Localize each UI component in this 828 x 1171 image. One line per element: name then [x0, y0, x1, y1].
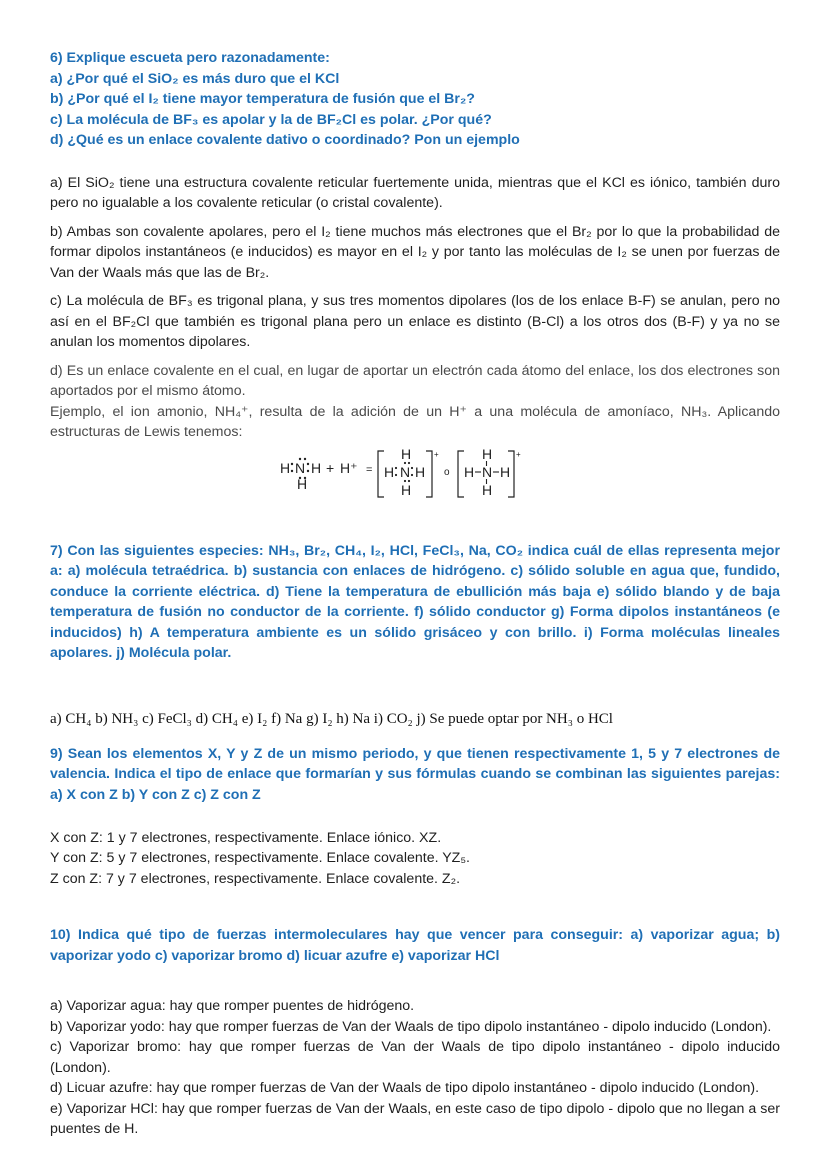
- lewis-nh4-lines-n: N: [482, 463, 493, 480]
- question-6-title: 6) Explique escueta pero razonadamente:: [50, 50, 330, 66]
- lewis-nh4-dots-h-right: H: [415, 463, 426, 480]
- lewis-nh4-dots-n: N: [400, 463, 411, 480]
- lewis-nh4-dots-h-bottom: H: [401, 481, 412, 498]
- lewis-nh4-dots-h-left: H: [384, 463, 395, 480]
- question-10: 10) Indica qué tipo de fuerzas intermoleculares hay que vencer para conseguir: a) vaporizar agua; b) vaporizar yodo c) vaporizar bromo d) licuar azufre e) vaporizar HCl: [50, 927, 780, 964]
- answer-10d: d) Licuar azufre: hay que romper fuerzas de Van der Waals de tipo dipolo instantáneo - dipolo inducido (London).: [50, 1080, 760, 1097]
- answer-7: a) CH₄ b) NH₃ c) FeCl₃ d) CH₄ e) I₂ f) Na g) I₂ h) Na i) CO₂ j) Se puede optar por NH₃ o HCl: [50, 710, 613, 727]
- answer-6a: a) El SiO₂ tiene una estructura covalente reticular fuertemente unida, mientras que el KCl es iónico, también duro pero no igualable a los covalente reticular (o cristal covalente).: [50, 174, 780, 211]
- lewis-structure-diagram: [278, 447, 548, 505]
- lewis-nh3-n: N: [295, 459, 306, 476]
- answer-9-yz: Y con Z: 5 y 7 electrones, respectivamente. Enlace covalente. YZ₅.: [50, 850, 470, 867]
- answer-10e: e) Vaporizar HCl: hay que romper fuerzas de Van der Waals, en este caso de tipo dipolo - dipolo que no llegan a ser puentes de H.: [50, 1100, 780, 1138]
- lewis-nh4-lines-h-top: H: [482, 446, 493, 462]
- lewis-h-ion: H⁺: [340, 459, 358, 476]
- answer-10a: a) Vaporizar agua: hay que romper puentes de hidrógeno.: [50, 998, 415, 1015]
- lewis-nh3-h-bottom: H: [297, 475, 308, 492]
- answer-6d: d) Es un enlace covalente en el cual, en lugar de aportar un electrón cada átomo del enlace, los dos electrones son aportados por el mismo átomo.: [50, 362, 780, 399]
- answer-10b: b) Vaporizar yodo: hay que romper fuerzas de Van der Waals de tipo dipolo instantáneo - dipolo inducido (London).: [50, 1018, 772, 1035]
- answer-6b: b) Ambas son covalente apolares, pero el I₂ tiene muchos más electrones que el Br₂ por lo que la probabilidad de formar dipolos instantáneos (e inducidos) es mayor en el I₂ y por tanto las moléculas de I₂ se unen por fuerzas de Van der Waals más que las de Br₂.: [50, 223, 780, 281]
- lewis-or: o: [444, 466, 450, 478]
- lewis-nh3-h-left: H: [280, 459, 291, 476]
- lewis-plus: +: [326, 459, 335, 476]
- question-7: 7) Con las siguientes especies: NH₃, Br₂, CH₄, I₂, HCl, FeCl₃, Na, CO₂ indica cuál de ellas representa mejor a: a) molécula tetraédrica. b) sustancia con enlaces de hidrógeno. c) sólido soluble en agua que, fundido, conduce la corriente eléctrica. d) Tiene la temperatura de ebullición más baja e) sólido blando y de baja temperatura de fusión no conductor de la corriente. f) sólido conductor g) Forma dipolos instantáneos (e inducidos) h) A temperatura ambiente es un sólido grisáceo y con brillo. i) Forma moléculas lineales apolares. j) Molécula polar.: [50, 542, 780, 662]
- question-9: 9) Sean los elementos X, Y y Z de un mismo periodo, y que tienen respectivamente 1, 5 y 7 electrones de valencia. Indica el tipo de enlace que formarían y sus fórmulas cuando se combinan las siguientes parejas: a) X con Z b) Y con Z c) Z con Z: [50, 745, 780, 803]
- lewis-nh4-dots-h-top: H: [401, 446, 412, 462]
- answer-6c: c) La molécula de BF₃ es trigonal plana, y sus tres momentos dipolares (los de los enlace B-F) se anulan, pero no así en el BF₂Cl que también es trigonal plana pero un enlace es distinto (B-Cl) a los otros dos (B-F) y ya no se anulan los momentos dipolares.: [50, 293, 780, 350]
- lewis-nh4-lines-h-bottom: H: [482, 481, 493, 498]
- document-page: [50, 48, 780, 1140]
- answer-9-zz: Z con Z: 7 y 7 electrones, respectivamente. Enlace covalente. Z₂.: [50, 870, 461, 887]
- question-6-b: b) ¿Por qué el I₂ tiene mayor temperatura de fusión que el Br₂?: [50, 91, 475, 107]
- lewis-charge-1: +: [434, 449, 439, 459]
- answer-10c: c) Vaporizar bromo: hay que romper fuerzas de Van der Waals de tipo dipolo instantáneo - dipolo inducido (London).: [50, 1039, 780, 1076]
- answer-6d-example: Ejemplo, el ion amonio, NH₄⁺, resulta de la adición de un H⁺ a una molécula de amoníaco, NH₃. Aplicando estructuras de Lewis tenemos:: [50, 403, 780, 440]
- answer-9-xz: X con Z: 1 y 7 electrones, respectivamente. Enlace iónico. XZ.: [50, 829, 442, 846]
- lewis-nh3-h-right: H: [311, 459, 322, 476]
- question-6: [50, 48, 780, 151]
- lewis-nh4-lines-h-left: H: [464, 463, 475, 480]
- lewis-charge-2: +: [516, 449, 521, 459]
- question-6-c: c) La molécula de BF₃ es apolar y la de BF₂Cl es polar. ¿Por qué?: [50, 111, 492, 128]
- lewis-equals: =: [366, 463, 373, 476]
- question-6-d: d) ¿Qué es un enlace covalente dativo o coordinado? Pon un ejemplo: [50, 132, 520, 148]
- question-6-a: a) ¿Por qué el SiO₂ es más duro que el KCl: [50, 70, 340, 87]
- lewis-nh4-lines-h-right: H: [500, 463, 511, 480]
